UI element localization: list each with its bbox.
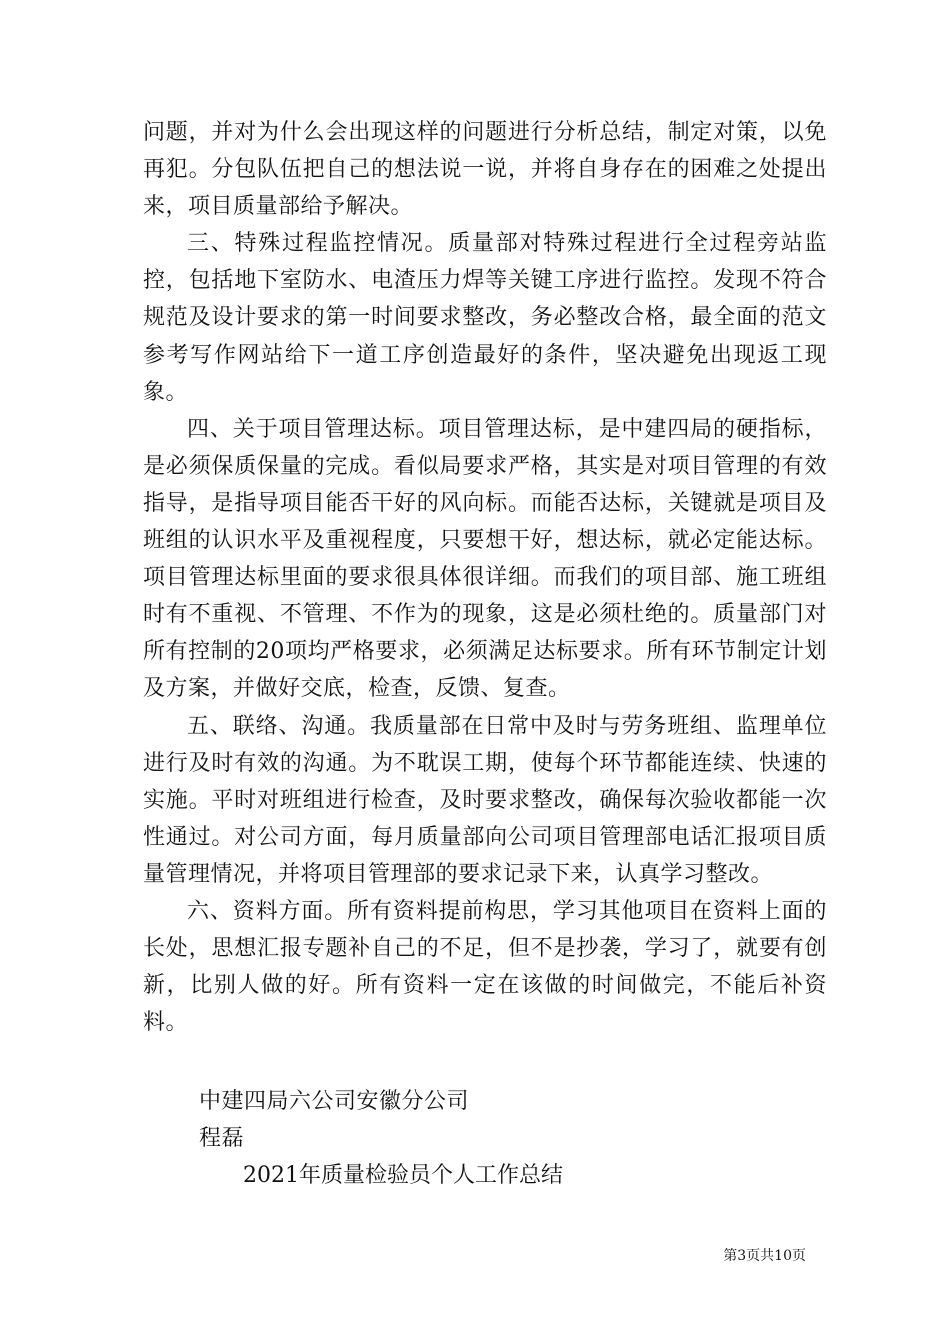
paragraph-special-process: 三、特殊过程监控情况。质量部对特殊过程进行全过程旁站监控，包括地下室防水、电渣压力焊等关键工序进行监控。发现不符合规范及设计要求的第一时间要求整改，务必整改合格，最全面的范文参考写作网站给下一道工序创造最好的条件，坚决避免出现返工现象。 bbox=[143, 231, 827, 405]
paragraph-documents: 六、资料方面。所有资料提前构思，学习其他项目在资料上面的长处，思想汇报专题补自己的不足，但不是抄袭，学习了，就要有创新，比别人做的好。所有资料一定在该做的时间做完，不能后补资料。 bbox=[143, 898, 827, 1036]
paragraph-communication: 五、联络、沟通。我质量部在日常中及时与劳务班组、监理单位进行及时有效的沟通。为不耽误工期，使每个环节都能连续、快速的实施。平时对班组进行检查，及时要求整改，确保每次验收都能一次性通过。对公司方面，每月质量部向公司项目管理部电话汇报项目质量管理情况，并将项目管理部的要求记录下来，认真学习整改。 bbox=[143, 713, 827, 887]
paragraph-continued: 问题，并对为什么会出现这样的问题进行分析总结，制定对策，以免再犯。分包队伍把自己的想法说一说，并将自身存在的困难之处提出来，项目质量部给予解决。 bbox=[143, 120, 827, 220]
signature-name: 程磊 bbox=[199, 1126, 245, 1151]
page-number: 第3页共10页 bbox=[723, 1248, 806, 1264]
next-section-title: 2021年质量检验员个人工作总结 bbox=[243, 1163, 563, 1188]
body-text bbox=[143, 114, 827, 1041]
signature-organization: 中建四局六公司安徽分公司 bbox=[199, 1089, 470, 1114]
paragraph-project-management: 四、关于项目管理达标。项目管理达标，是中建四局的硬指标，是必须保质保量的完成。看似局要求严格，其实是对项目管理的有效指导，是指导项目能否干好的风向标。而能否达标，关键就是项目及班组的认识水平及重视程度，只要想干好，想达标，就必定能达标。项目管理达标里面的要求很具体很详细。而我们的项目部、施工班组时有不重视、不管理、不作为的现象，这是必须杜绝的。质量部门对所有控制的20项均严格要求，必须满足达标要求。所有环节制定计划及方案，并做好交底，检查，反馈、复查。 bbox=[143, 416, 827, 702]
